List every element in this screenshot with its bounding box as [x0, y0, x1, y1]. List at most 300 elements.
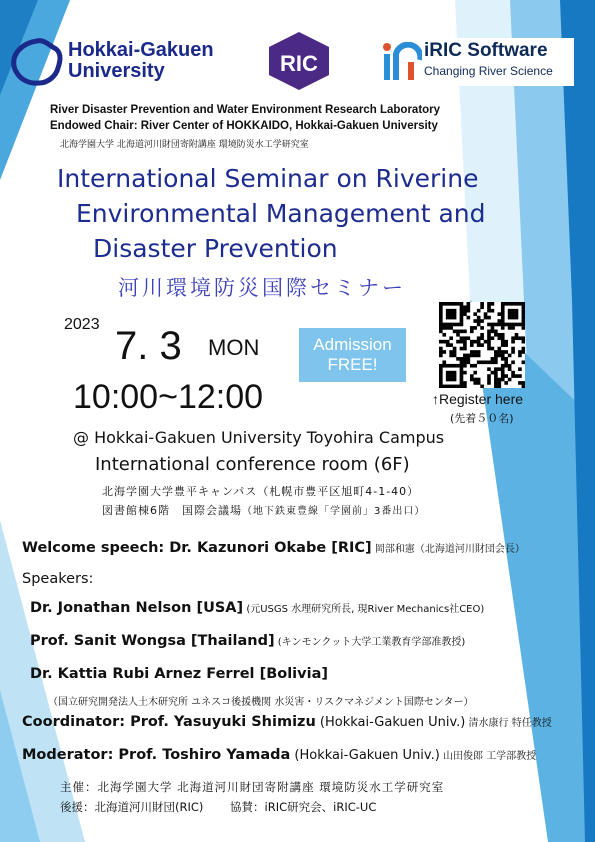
- qr-module: [449, 326, 453, 330]
- qr-module: [504, 343, 508, 347]
- qr-module: [497, 381, 501, 385]
- qr-module: [508, 326, 512, 330]
- qr-module: [456, 357, 460, 361]
- hokkai-gakuen-logo-icon: [10, 38, 64, 86]
- moderator-affiliation: (Hokkai-Gakuen Univ.): [290, 748, 440, 763]
- qr-module: [487, 323, 491, 327]
- welcome-speech-jp: 岡部和憲（北海道河川財団会長）: [371, 544, 525, 555]
- qr-module: [467, 309, 471, 313]
- qr-module: [453, 385, 457, 388]
- moderator-jp: 山田俊郎 工学部教授: [439, 751, 537, 762]
- qr-module: [439, 323, 443, 327]
- qr-module: [470, 343, 474, 347]
- qr-module: [518, 374, 522, 378]
- qr-module: [456, 333, 460, 337]
- qr-module: [477, 381, 481, 385]
- qr-module: [446, 374, 450, 378]
- qr-module: [491, 347, 495, 351]
- qr-module: [480, 333, 484, 337]
- qr-module: [522, 302, 525, 306]
- qr-module: [460, 319, 464, 323]
- qr-module: [522, 347, 525, 351]
- qr-module: [449, 343, 453, 347]
- qr-module: [477, 319, 481, 323]
- qr-module: [463, 330, 467, 334]
- qr-module: [487, 367, 491, 371]
- qr-module: [453, 330, 457, 334]
- qr-module: [501, 343, 505, 347]
- qr-module: [515, 309, 519, 313]
- qr-module: [487, 333, 491, 337]
- qr-module: [515, 323, 519, 327]
- qr-module: [511, 371, 515, 375]
- qr-module: [487, 343, 491, 347]
- admission-badge: [299, 328, 406, 382]
- qr-module: [453, 309, 457, 313]
- qr-module: [494, 360, 498, 364]
- qr-module: [463, 381, 467, 385]
- qr-module: [463, 309, 467, 313]
- qr-module: [460, 336, 464, 340]
- qr-module: [446, 378, 450, 382]
- coordinator-label: Coordinator: Prof. Yasuyuki Shimizu: [22, 714, 316, 730]
- qr-module: [470, 330, 474, 334]
- qr-module: [484, 316, 488, 320]
- qr-module: [480, 302, 484, 306]
- qr-module: [453, 350, 457, 354]
- qr-module: [453, 347, 457, 351]
- qr-module: [473, 350, 477, 354]
- qr-module: [467, 336, 471, 340]
- qr-module: [497, 367, 501, 371]
- qr-module: [463, 360, 467, 364]
- qr-module: [508, 316, 512, 320]
- qr-module: [508, 312, 512, 316]
- qr-module: [453, 312, 457, 316]
- qr-module: [515, 336, 519, 340]
- qr-module: [463, 305, 467, 309]
- qr-module: [484, 360, 488, 364]
- iric-logo-icon: [382, 42, 422, 82]
- qr-module: [494, 385, 498, 388]
- qr-module: [501, 305, 505, 309]
- qr-module: [504, 323, 508, 327]
- qr-module: [511, 309, 515, 313]
- qr-module: [518, 336, 522, 340]
- admission-line2: FREE!: [327, 355, 378, 374]
- qr-module: [491, 302, 495, 306]
- qr-module: [494, 350, 498, 354]
- qr-module: [470, 340, 474, 344]
- qr-module: [508, 378, 512, 382]
- qr-module: [456, 364, 460, 368]
- qr-module: [477, 336, 481, 340]
- event-date: 7. 3: [115, 324, 182, 368]
- qr-module: [497, 319, 501, 323]
- qr-module: [467, 360, 471, 364]
- qr-module: [439, 354, 443, 358]
- qr-module: [494, 330, 498, 334]
- qr-module: [463, 371, 467, 375]
- qr-module: [463, 364, 467, 368]
- qr-module: [494, 333, 498, 337]
- qr-module: [491, 326, 495, 330]
- qr-module: [511, 323, 515, 327]
- organizer-line2: Endowed Chair: River Center of HOKKAIDO, Hokkai-Gakuen University: [50, 120, 438, 132]
- qr-module: [477, 350, 481, 354]
- qr-module: [449, 385, 453, 388]
- qr-module: [494, 367, 498, 371]
- admission-line1: Admission: [313, 335, 392, 354]
- qr-module: [439, 364, 443, 368]
- qr-module: [497, 378, 501, 382]
- footer-sponsors: 後援：北海道河川財団(RIC) 協賛：iRIC研究会、iRIC-UC: [60, 800, 377, 814]
- qr-module: [504, 364, 508, 368]
- qr-module: [473, 354, 477, 358]
- qr-module: [491, 323, 495, 327]
- coordinator-affiliation: (Hokkai-Gakuen Univ.): [315, 715, 466, 730]
- venue-line1: @ Hokkai-Gakuen University Toyohira Campus: [73, 428, 445, 447]
- qr-module: [497, 333, 501, 337]
- qr-module: [501, 312, 505, 316]
- qr-module: [460, 330, 464, 334]
- register-capacity-note: (先着５０名): [450, 412, 514, 425]
- qr-module: [442, 323, 446, 327]
- qr-module: [460, 312, 464, 316]
- qr-module: [522, 360, 525, 364]
- qr-module: [446, 343, 450, 347]
- qr-module: [439, 309, 443, 313]
- qr-module: [460, 360, 464, 364]
- qr-module: [522, 385, 525, 388]
- qr-module: [494, 323, 498, 327]
- qr-module: [460, 309, 464, 313]
- qr-module: [439, 340, 443, 344]
- qr-module: [487, 309, 491, 313]
- qr-module: [491, 330, 495, 334]
- qr-module: [477, 323, 481, 327]
- qr-module: [460, 305, 464, 309]
- qr-module: [439, 381, 443, 385]
- qr-module: [518, 302, 522, 306]
- event-weekday: MON: [208, 335, 260, 360]
- qr-module: [446, 364, 450, 368]
- qr-module: [491, 357, 495, 361]
- qr-module: [501, 364, 505, 368]
- qr-module: [487, 340, 491, 344]
- qr-module: [501, 302, 505, 306]
- qr-module: [453, 323, 457, 327]
- speaker-2-jp: (キンモンクット大学工業教育学部准教授): [274, 637, 466, 648]
- qr-module: [477, 360, 481, 364]
- qr-module: [504, 350, 508, 354]
- qr-module: [449, 364, 453, 368]
- qr-module: [497, 385, 501, 388]
- university-name-line2: University: [68, 60, 165, 82]
- welcome-speech-label: Welcome speech: Dr. Kazunori Okabe [RIC]: [22, 540, 372, 556]
- speaker-3-name: Dr. Kattia Rubi Arnez Ferrel [Bolivia]: [30, 666, 328, 682]
- qr-module: [501, 354, 505, 358]
- speaker-3-jp: （国立研究開発法人土木研究所 ユネスコ後援機関 水災害・リスクマネジメント国際センター）: [48, 697, 474, 708]
- qr-module: [501, 374, 505, 378]
- qr-module: [439, 378, 443, 382]
- qr-module: [473, 340, 477, 344]
- qr-module: [442, 302, 446, 306]
- qr-module: [467, 302, 471, 306]
- qr-module: [480, 385, 484, 388]
- qr-module: [522, 319, 525, 323]
- organizer-line3-jp: 北海学園大学 北海道河川財団寄附講座 環境防災水工学研究室: [60, 140, 309, 150]
- qr-module: [473, 378, 477, 382]
- venue-line2: International conference room (6F): [95, 454, 410, 475]
- qr-module: [460, 347, 464, 351]
- qr-module: [494, 378, 498, 382]
- qr-module: [473, 319, 477, 323]
- speakers-heading: Speakers:: [22, 571, 94, 587]
- qr-module: [511, 316, 515, 320]
- venue-access-jp: （地下鉄東豊線「学園前」3番出口）: [242, 506, 426, 517]
- qr-module: [501, 333, 505, 337]
- qr-module: [508, 354, 512, 358]
- event-time: 10:00~12:00: [73, 378, 264, 416]
- qr-module: [460, 357, 464, 361]
- organizer-line1: River Disaster Prevention and Water Environment Research Laboratory: [50, 104, 441, 116]
- qr-module: [487, 316, 491, 320]
- qr-module: [508, 309, 512, 313]
- coordinator-jp: 清水康行 特任教授: [465, 718, 552, 729]
- qr-module: [439, 367, 443, 371]
- qr-module: [439, 371, 443, 375]
- qr-module: [449, 323, 453, 327]
- qr-module: [477, 340, 481, 344]
- qr-module: [449, 312, 453, 316]
- qr-module: [442, 333, 446, 337]
- qr-module: [511, 302, 515, 306]
- qr-module: [494, 374, 498, 378]
- qr-module: [460, 371, 464, 375]
- qr-module: [487, 374, 491, 378]
- qr-module: [449, 336, 453, 340]
- qr-module: [439, 316, 443, 320]
- qr-module: [511, 340, 515, 344]
- qr-module: [497, 350, 501, 354]
- qr-module: [497, 312, 501, 316]
- qr-module: [522, 323, 525, 327]
- qr-module: [484, 340, 488, 344]
- qr-module: [491, 309, 495, 313]
- qr-module: [508, 367, 512, 371]
- qr-module: [460, 302, 464, 306]
- speaker-1-name: Dr. Jonathan Nelson [USA]: [30, 600, 244, 616]
- qr-module: [442, 350, 446, 354]
- registration-qr-code[interactable]: [439, 302, 525, 388]
- qr-module: [453, 354, 457, 358]
- venue-address-jp: 北海学園大学豊平キャンパス（札幌市豊平区旭町4-1-40）: [102, 485, 420, 498]
- qr-module: [460, 381, 464, 385]
- qr-module: [463, 347, 467, 351]
- qr-module: [473, 312, 477, 316]
- qr-module: [453, 374, 457, 378]
- qr-module: [480, 319, 484, 323]
- speaker-2: [30, 633, 465, 649]
- qr-module: [515, 312, 519, 316]
- speaker-2-name: Prof. Sanit Wongsa [Thailand]: [30, 633, 275, 649]
- qr-module: [460, 323, 464, 327]
- qr-module: [446, 371, 450, 375]
- qr-module: [463, 340, 467, 344]
- qr-module: [456, 340, 460, 344]
- qr-module: [477, 354, 481, 358]
- qr-module: [511, 336, 515, 340]
- venue-room-jp: [102, 502, 425, 518]
- speaker-1: [30, 600, 484, 616]
- qr-module: [460, 316, 464, 320]
- qr-module: [439, 347, 443, 351]
- qr-module: [511, 350, 515, 354]
- qr-module: [501, 319, 505, 323]
- qr-module: [439, 330, 443, 334]
- qr-module: [487, 330, 491, 334]
- qr-module: [463, 354, 467, 358]
- qr-module: [511, 360, 515, 364]
- qr-module: [522, 381, 525, 385]
- qr-module: [446, 309, 450, 313]
- qr-module: [518, 381, 522, 385]
- qr-module: [522, 336, 525, 340]
- qr-module: [522, 326, 525, 330]
- qr-module: [477, 316, 481, 320]
- qr-module: [515, 374, 519, 378]
- footer-organizer: 主催：北海学園大学 北海道河川財団寄附講座 環境防災水工学研究室: [60, 780, 445, 794]
- university-name-line1: Hokkai-Gakuen: [68, 39, 214, 61]
- qr-module: [501, 371, 505, 375]
- qr-module: [446, 340, 450, 344]
- qr-module: [470, 350, 474, 354]
- qr-module: [446, 326, 450, 330]
- qr-module: [460, 367, 464, 371]
- qr-module: [501, 378, 505, 382]
- qr-module: [446, 312, 450, 316]
- qr-module: [453, 364, 457, 368]
- qr-module: [480, 360, 484, 364]
- qr-module: [473, 371, 477, 375]
- qr-module: [449, 316, 453, 320]
- qr-module: [508, 364, 512, 368]
- qr-module: [522, 316, 525, 320]
- qr-module: [467, 305, 471, 309]
- qr-module: [515, 302, 519, 306]
- qr-module: [522, 350, 525, 354]
- seminar-title-jp: 河川環境防災国際セミナー: [118, 276, 406, 300]
- qr-module: [487, 305, 491, 309]
- qr-module: [480, 326, 484, 330]
- qr-module: [511, 326, 515, 330]
- coordinator: [22, 714, 552, 730]
- qr-module: [511, 312, 515, 316]
- university-name: [68, 40, 214, 82]
- qr-module: [439, 305, 443, 309]
- qr-module: [463, 336, 467, 340]
- qr-module: [467, 357, 471, 361]
- ric-logo-text: RIC: [280, 51, 318, 76]
- qr-module: [446, 385, 450, 388]
- qr-module: [522, 309, 525, 313]
- qr-module: [501, 340, 505, 344]
- qr-module: [501, 309, 505, 313]
- qr-module: [456, 323, 460, 327]
- qr-module: [501, 357, 505, 361]
- qr-module: [491, 336, 495, 340]
- qr-module: [446, 302, 450, 306]
- qr-module: [439, 374, 443, 378]
- qr-module: [480, 336, 484, 340]
- qr-module: [477, 309, 481, 313]
- qr-module: [449, 302, 453, 306]
- qr-module: [453, 316, 457, 320]
- qr-module: [491, 371, 495, 375]
- qr-module: [460, 385, 464, 388]
- qr-module: [504, 302, 508, 306]
- qr-module: [497, 336, 501, 340]
- qr-module: [470, 326, 474, 330]
- qr-module: [453, 302, 457, 306]
- seminar-title-line2: Environmental Management and: [76, 199, 486, 228]
- qr-module: [449, 350, 453, 354]
- qr-module: [501, 350, 505, 354]
- qr-module: [504, 381, 508, 385]
- qr-module: [449, 371, 453, 375]
- moderator: [22, 747, 536, 763]
- qr-module: [456, 302, 460, 306]
- qr-module: [463, 385, 467, 388]
- qr-module: [446, 316, 450, 320]
- qr-module: [456, 330, 460, 334]
- qr-module: [522, 305, 525, 309]
- qr-module: [518, 367, 522, 371]
- register-here-label[interactable]: ↑Register here: [432, 391, 524, 407]
- iric-tagline: Changing River Science: [424, 64, 553, 78]
- qr-module: [504, 374, 508, 378]
- qr-module: [511, 347, 515, 351]
- qr-module: [487, 360, 491, 364]
- qr-module: [508, 302, 512, 306]
- qr-module: [494, 357, 498, 361]
- qr-module: [504, 340, 508, 344]
- welcome-speech: [22, 540, 525, 556]
- qr-module: [497, 354, 501, 358]
- qr-module: [463, 343, 467, 347]
- qr-module: [446, 323, 450, 327]
- qr-module: [470, 354, 474, 358]
- venue-room-jp-main: 図書館棟6階 国際会議場: [102, 504, 242, 517]
- qr-module: [501, 336, 505, 340]
- qr-module: [439, 302, 443, 306]
- iric-software-name: iRIC Software: [424, 40, 548, 61]
- qr-module: [477, 378, 481, 382]
- qr-module: [480, 305, 484, 309]
- qr-module: [470, 364, 474, 368]
- qr-module: [480, 343, 484, 347]
- seminar-title-line1: International Seminar on Riverine: [57, 164, 479, 193]
- speaker-1-jp: (元USGS 水理研究所長, 現River Mechanics社CEO): [243, 604, 485, 615]
- qr-module: [442, 364, 446, 368]
- qr-module: [501, 367, 505, 371]
- qr-module: [473, 326, 477, 330]
- qr-module: [511, 374, 515, 378]
- qr-module: [487, 381, 491, 385]
- qr-module: [504, 357, 508, 361]
- qr-module: [463, 312, 467, 316]
